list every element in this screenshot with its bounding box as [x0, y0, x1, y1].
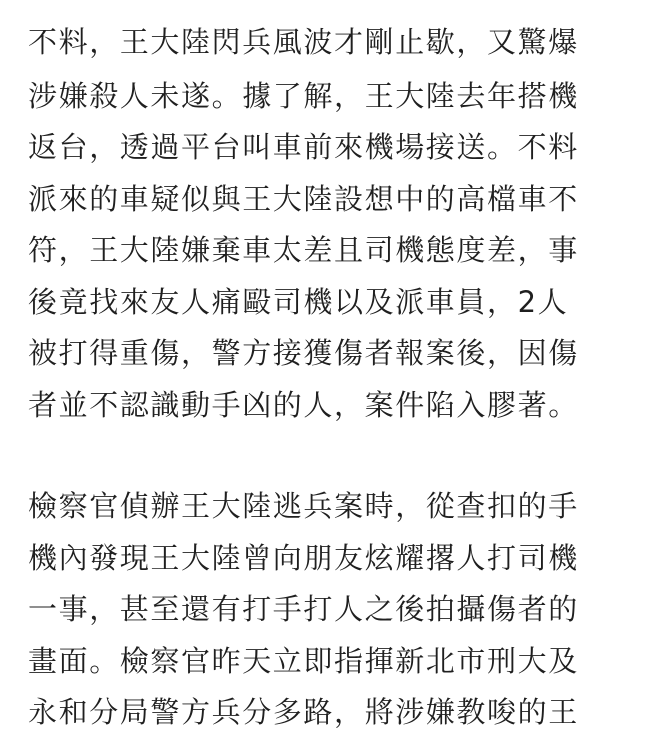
- text-line: 畫面。檢察官昨天立即指揮新北市刑大及: [28, 644, 579, 678]
- text-line: 被打得重傷，警方接獲傷者報案後，因傷: [28, 336, 579, 370]
- text-line: 後竟找來友人痛毆司機以及派車員，2人: [28, 285, 569, 319]
- text-line: 涉嫌殺人未遂。據了解，王大陸去年搭機: [28, 79, 579, 113]
- text-line: 派來的車疑似與王大陸設想中的高檔車不: [28, 182, 579, 216]
- text-line: 永和分局警方兵分多路，將涉嫌教唆的王: [28, 695, 579, 729]
- text-line: 檢察官偵辦王大陸逃兵案時，從查扣的手: [28, 489, 579, 523]
- text-line: 者並不認識動手凶的人，案件陷入膠著。: [28, 388, 579, 422]
- text-line: 一事，甚至還有打手打人之後拍攝傷者的: [28, 592, 579, 626]
- text-line: 機內發現王大陸曾向朋友炫耀撂人打司機: [28, 541, 579, 575]
- text-line: 符，王大陸嫌棄車太差且司機態度差，事: [28, 233, 579, 267]
- text-line: 返台，透過平台叫車前來機場接送。不料: [28, 130, 579, 164]
- text-line: 不料，王大陸閃兵風波才剛止歇，又驚爆: [28, 25, 579, 59]
